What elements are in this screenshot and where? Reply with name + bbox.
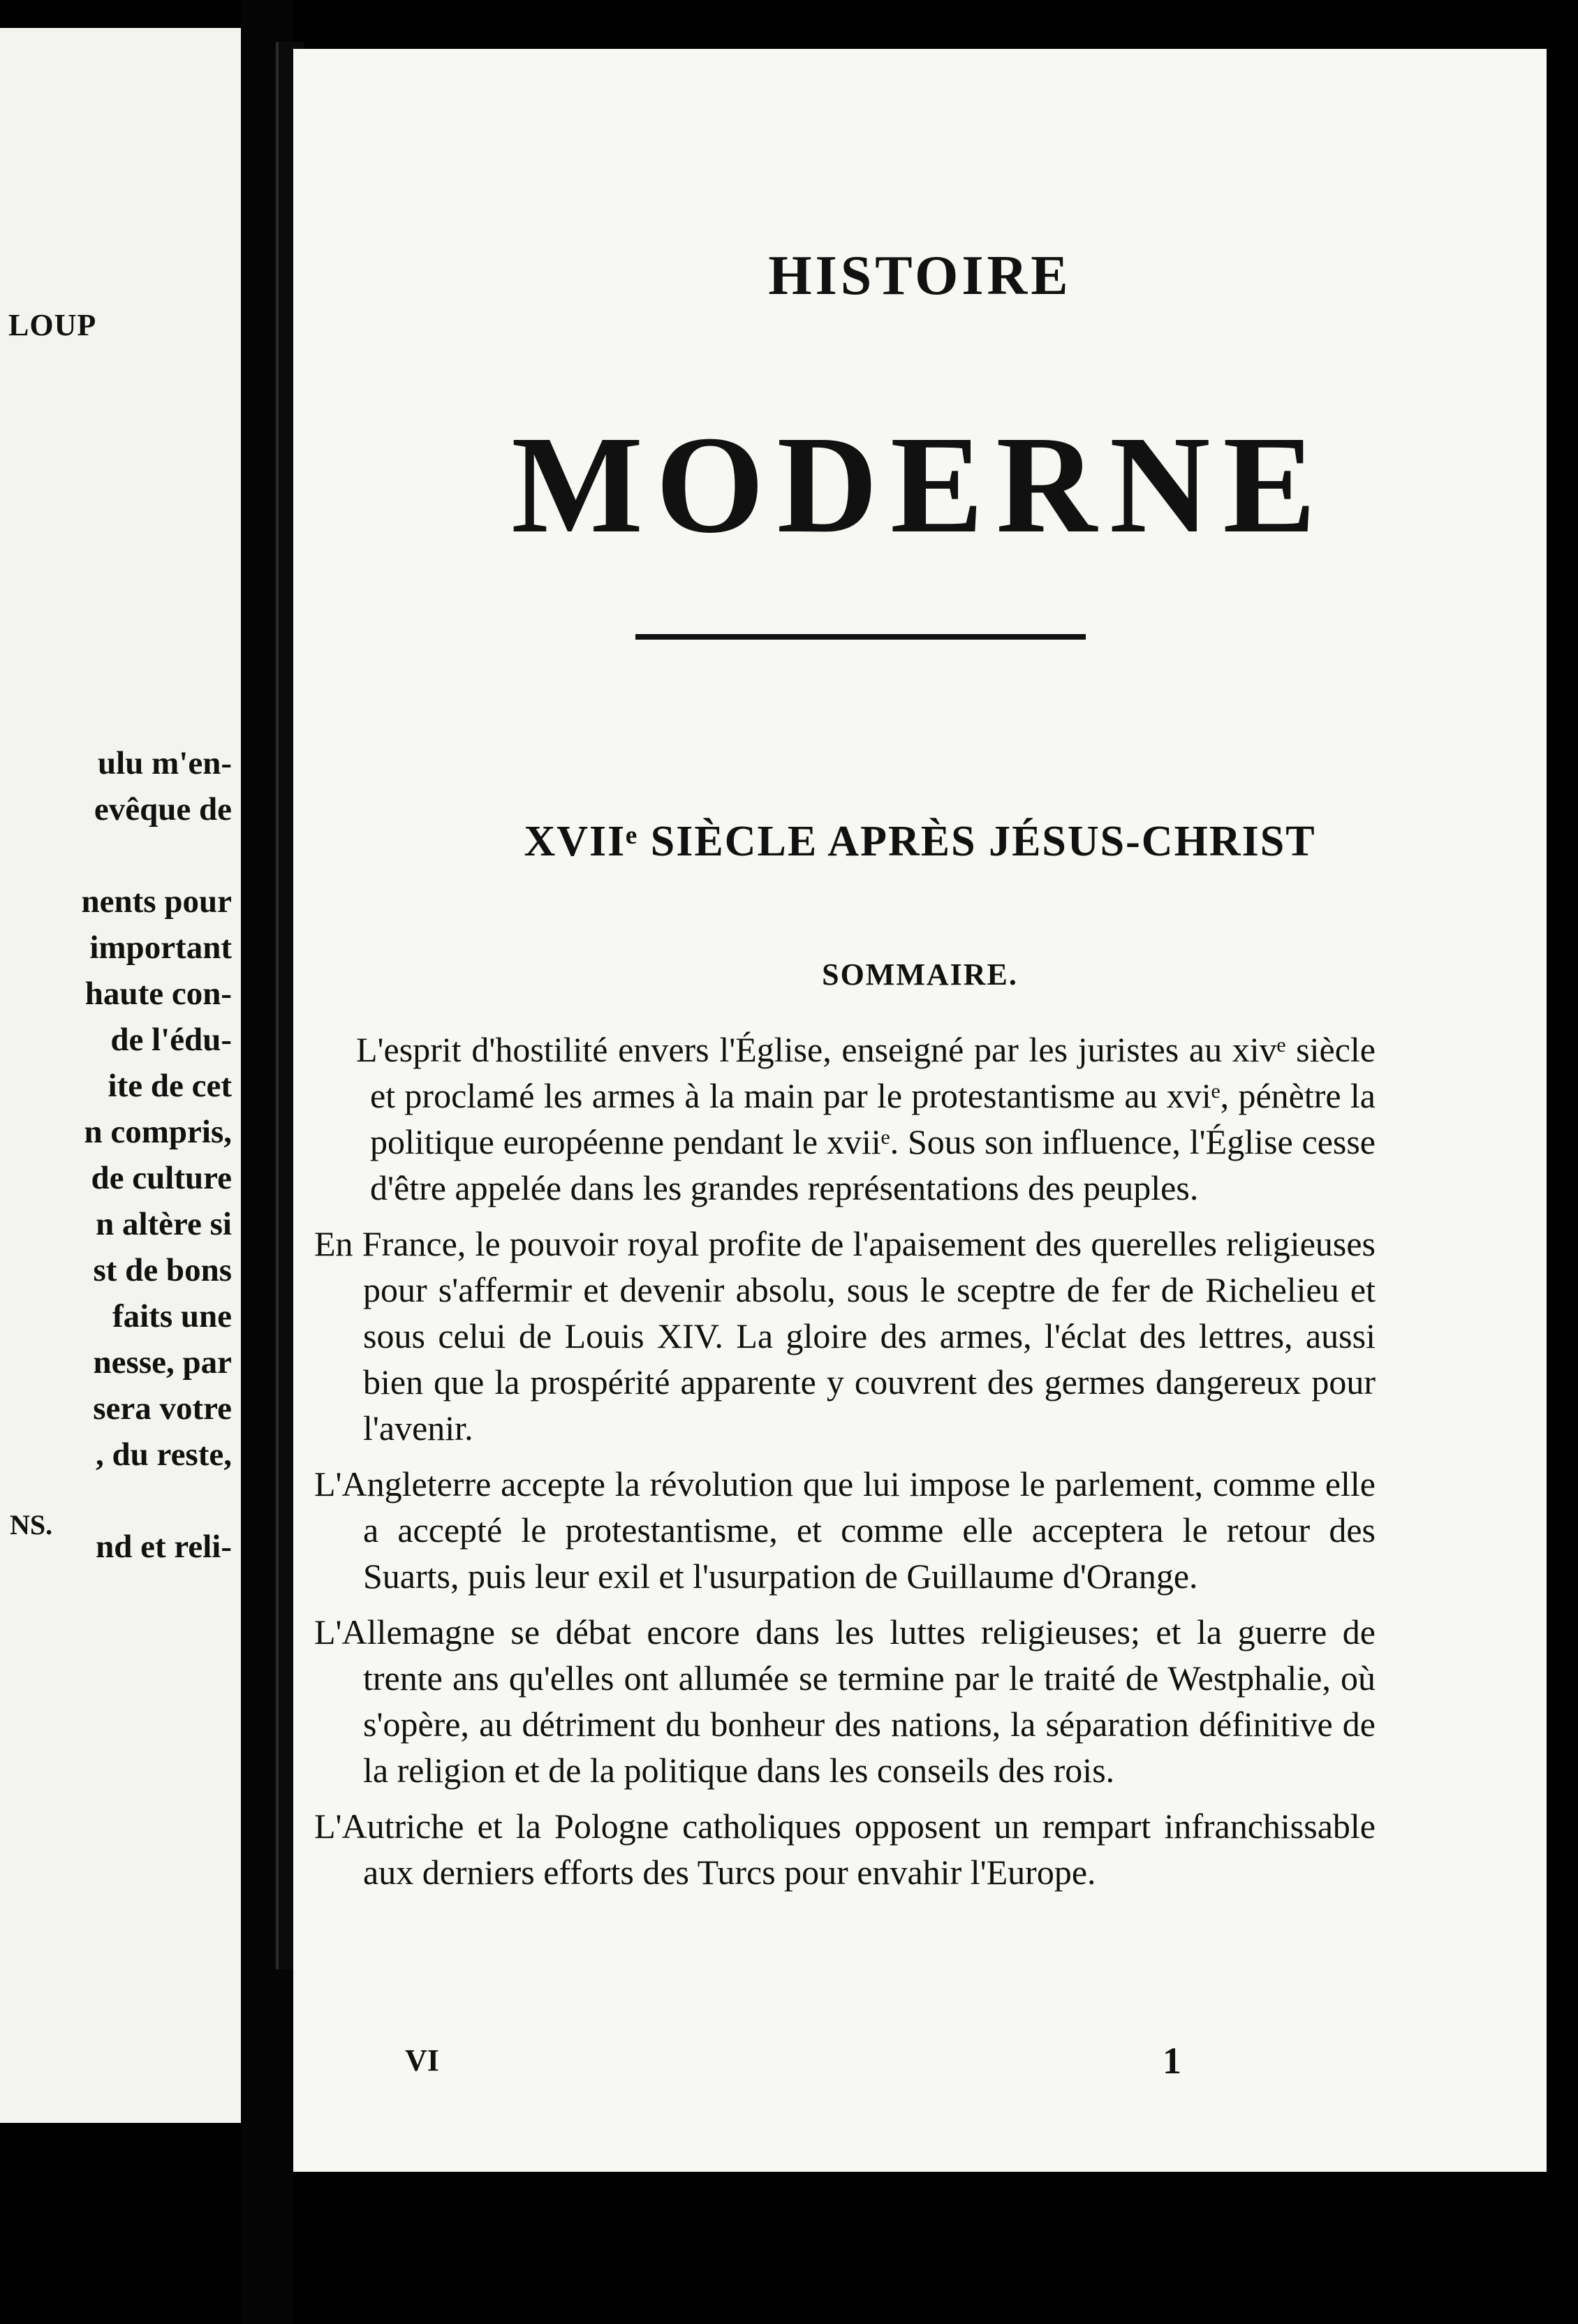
summary-body xyxy=(314,1027,1376,1905)
previous-page-line: haute con- xyxy=(84,976,232,1012)
previous-page-line: ulu m'en- xyxy=(98,745,232,781)
summary-paragraph: L'Allemagne se débat encore dans les luttes religieuses; et la guerre de trente ans qu'elles ont allumée se termine par le traité de Westphalie, où s'opère, au détriment du bonheur des nations, la séparation définitive de la religion et de la politique dans les conseils des rois. xyxy=(314,1612,1376,1790)
page-title: MODERNE xyxy=(511,408,1329,562)
previous-page-line: de l'édu- xyxy=(110,1022,232,1058)
previous-page-header: LOUP xyxy=(8,308,97,342)
previous-page-line: nesse, par xyxy=(93,1344,232,1381)
summary-paragraph: L'Autriche et la Pologne catholiques opposent un rempart infranchissable aux derniers efforts des Turcs pour envahir l'Europe. xyxy=(314,1807,1376,1892)
previous-page-line: n compris, xyxy=(84,1114,232,1150)
pre-title: HISTOIRE xyxy=(768,245,1072,307)
title-rule xyxy=(635,634,1086,640)
previous-page-fragment xyxy=(0,28,243,2123)
summary-paragraph: En France, le pouvoir royal profite de l'apaisement des querelles religieuses pour s'affermir et devenir absolu, sous le sceptre de fer de Richelieu et sous celui de Louis XIV. La gloire des armes, l'éclat des lettres, aussi bien que la prospérité apparente y couvrent des germes dangereux pour l'avenir. xyxy=(314,1224,1376,1448)
previous-page-line: faits une xyxy=(112,1298,232,1334)
book-page xyxy=(293,49,1547,2172)
previous-page-line xyxy=(0,832,237,878)
previous-page-line: st de bons xyxy=(93,1252,232,1288)
summary-heading: SOMMAIRE. xyxy=(822,957,1018,992)
previous-page-line: nd et reli- xyxy=(96,1529,232,1565)
previous-page-line: nents pour xyxy=(81,883,232,920)
previous-page-line: ite de cet xyxy=(108,1068,232,1104)
page-number: 1 xyxy=(1163,2040,1181,2082)
previous-page-line: , du reste, xyxy=(96,1436,232,1473)
previous-page-line: important xyxy=(89,929,232,966)
previous-page-line: de culture xyxy=(91,1160,232,1196)
century-subtitle: XVIIᵉ SIÈCLE APRÈS JÉSUS-CHRIST xyxy=(524,818,1316,865)
previous-page-line: n altère si xyxy=(96,1206,232,1242)
previous-page-bottom-text: NS. xyxy=(10,1509,53,1540)
summary-paragraph: L'Angleterre accepte la révolution que lui impose le parlement, comme elle a accepté le protestantisme, et comme elle acceptera le retour des Suarts, puis leur exil et l'usurpation de Guillaume d'Orange. xyxy=(314,1464,1376,1596)
previous-page-text xyxy=(0,740,237,1570)
signature-mark: VI xyxy=(405,2043,439,2077)
previous-page-line: sera votre xyxy=(93,1390,232,1427)
previous-page-line: evêque de xyxy=(94,791,232,828)
summary-paragraph: L'esprit d'hostilité envers l'Église, enseigné par les juristes au xivᵉ siècle et proclamé les armes à la main par le protestantisme au xviᵉ, pénètre la politique européenne pendant le xviiᵉ. Sous son influence, l'Église cesse d'être appelée dans les grandes représentations des peuples. xyxy=(356,1030,1376,1207)
